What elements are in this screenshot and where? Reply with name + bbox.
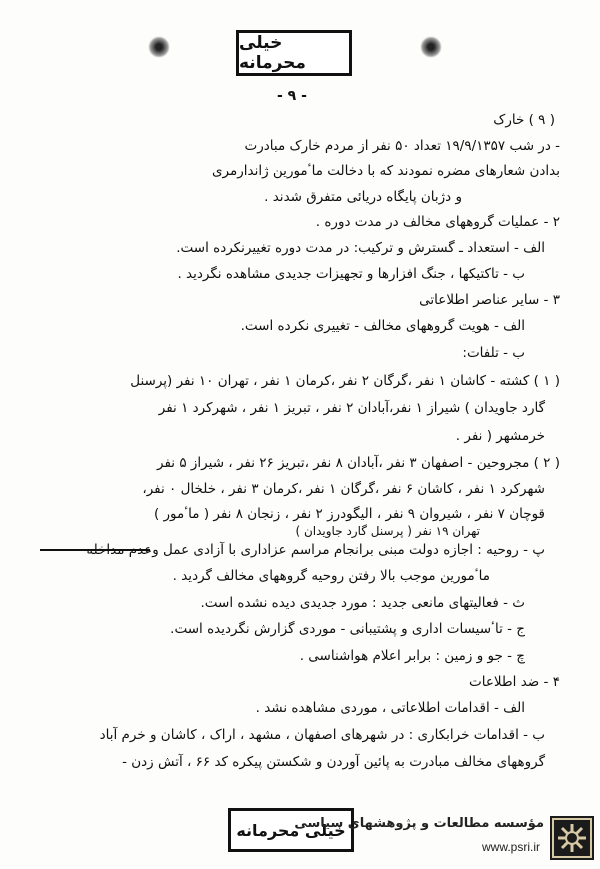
classification-stamp-top: خیلی محرمانه bbox=[236, 30, 352, 76]
classification-stamp-bottom: خیلی محرمانه bbox=[228, 808, 354, 852]
watermark-url: www.psri.ir bbox=[481, 840, 540, 854]
text-line: ماٴمورین موجب بالا رفتن روحیه گروههای مخالف گردید . bbox=[172, 568, 490, 584]
text-line: ب - اقدامات خرابکاری : در شهرهای اصفهان ، مشهد ، اراک ، کاشان و خرم آباد bbox=[99, 727, 545, 743]
text-line: الف - اقدامات اطلاعاتی ، موردی مشاهده نشد . bbox=[255, 700, 525, 716]
text-line: گروههای مخالف مبادرت به پائین آوردن و شکستن پیکره کد ۶۶ ، آتش زدن - bbox=[122, 754, 545, 770]
text-line: تهران ۱۹ نفر ( پرسنل گارد جاویدان ) bbox=[295, 524, 480, 538]
text-line: ج - تاٴسیسات اداری و پشتیبانی - موردی گزارش نگردیده است. bbox=[170, 621, 525, 637]
text-line: پ - روحیه : اجازه دولت مبنی برانجام مراسم عزاداری با آزادی عمل وعدم مداخله bbox=[86, 542, 545, 558]
text-line: - در شب ۱۹/۹/۱۳۵۷ تعداد ۵۰ نفر از مردم خارک مبادرت bbox=[244, 138, 560, 154]
section-2-heading: ۲ - عملیات گروههای مخالف در مدت دوره . bbox=[315, 214, 560, 230]
text-line: الف - هویت گروههای مخالف - تغییری نکرده است. bbox=[240, 318, 525, 334]
underline-stroke bbox=[40, 549, 150, 551]
text-line: ( ۱ ) کشته - کاشان ۱ نفر ،گرگان ۲ نفر ،کرمان ۱ نفر ، تهران ۱۰ نفر (پرسنل bbox=[130, 373, 560, 389]
text-line: ( ۲ ) مجروحین - اصفهان ۳ نفر ،آبادان ۸ نفر ،تبریز ۲۶ نفر ، شیراز ۵ نفر bbox=[157, 455, 560, 471]
institute-logo-icon bbox=[550, 816, 594, 860]
section-3-heading: ۳ - سایر عناصر اطلاعاتی bbox=[419, 292, 560, 308]
punch-hole-mark-left bbox=[148, 36, 170, 58]
text-line: شهرکرد ۱ نفر ، کاشان ۶ نفر ،گرگان ۱ نفر ،کرمان ۳ نفر ، خلخال ۰ نفر، bbox=[142, 481, 545, 497]
page-number: - ۹ - bbox=[277, 88, 307, 104]
text-line: قوچان ۷ نفر ، شیروان ۹ نفر ، الیگودرز ۲ نفر ، زنجان ۸ نفر ( ماٴمور ) bbox=[153, 506, 545, 522]
text-line: چ - جو و زمین : برابر اعلام هواشناسی . bbox=[299, 648, 525, 664]
text-line: و دژبان پایگاه دریائی متفرق شدند . bbox=[264, 189, 462, 205]
watermark bbox=[294, 810, 600, 864]
watermark-institute-name: مؤسسه مطالعات و پژوهشهای سیاسی bbox=[294, 816, 544, 831]
section-9-heading: ( ۹ ) خارک bbox=[493, 112, 555, 128]
text-line: ث - فعالیتهای مانعی جدید : مورد جدیدی دیده نشده است. bbox=[200, 595, 525, 611]
text-line: گارد جاویدان ) شیراز ۱ نفر،آبادان ۲ نفر ، تبریز ۱ نفر ، شهرکرد ۱ نفر bbox=[158, 400, 545, 416]
text-line: ب - تلفات: bbox=[462, 345, 525, 361]
text-line: خرمشهر ( نفر . bbox=[455, 428, 545, 444]
section-4-heading: ۴ - ضد اطلاعات bbox=[469, 674, 560, 690]
punch-hole-mark-right bbox=[420, 36, 442, 58]
text-line: الف - استعداد ـ گسترش و ترکیب: در مدت دوره تغییرنکرده است. bbox=[176, 240, 545, 256]
text-line: بدادن شعارهای مضره نمودند که با دخالت ماٴمورین ژاندارمری bbox=[211, 163, 560, 179]
text-line: ب - تاکتیکها ، جنگ افزارها و تجهیزات جدیدی مشاهده نگردید . bbox=[177, 266, 525, 282]
